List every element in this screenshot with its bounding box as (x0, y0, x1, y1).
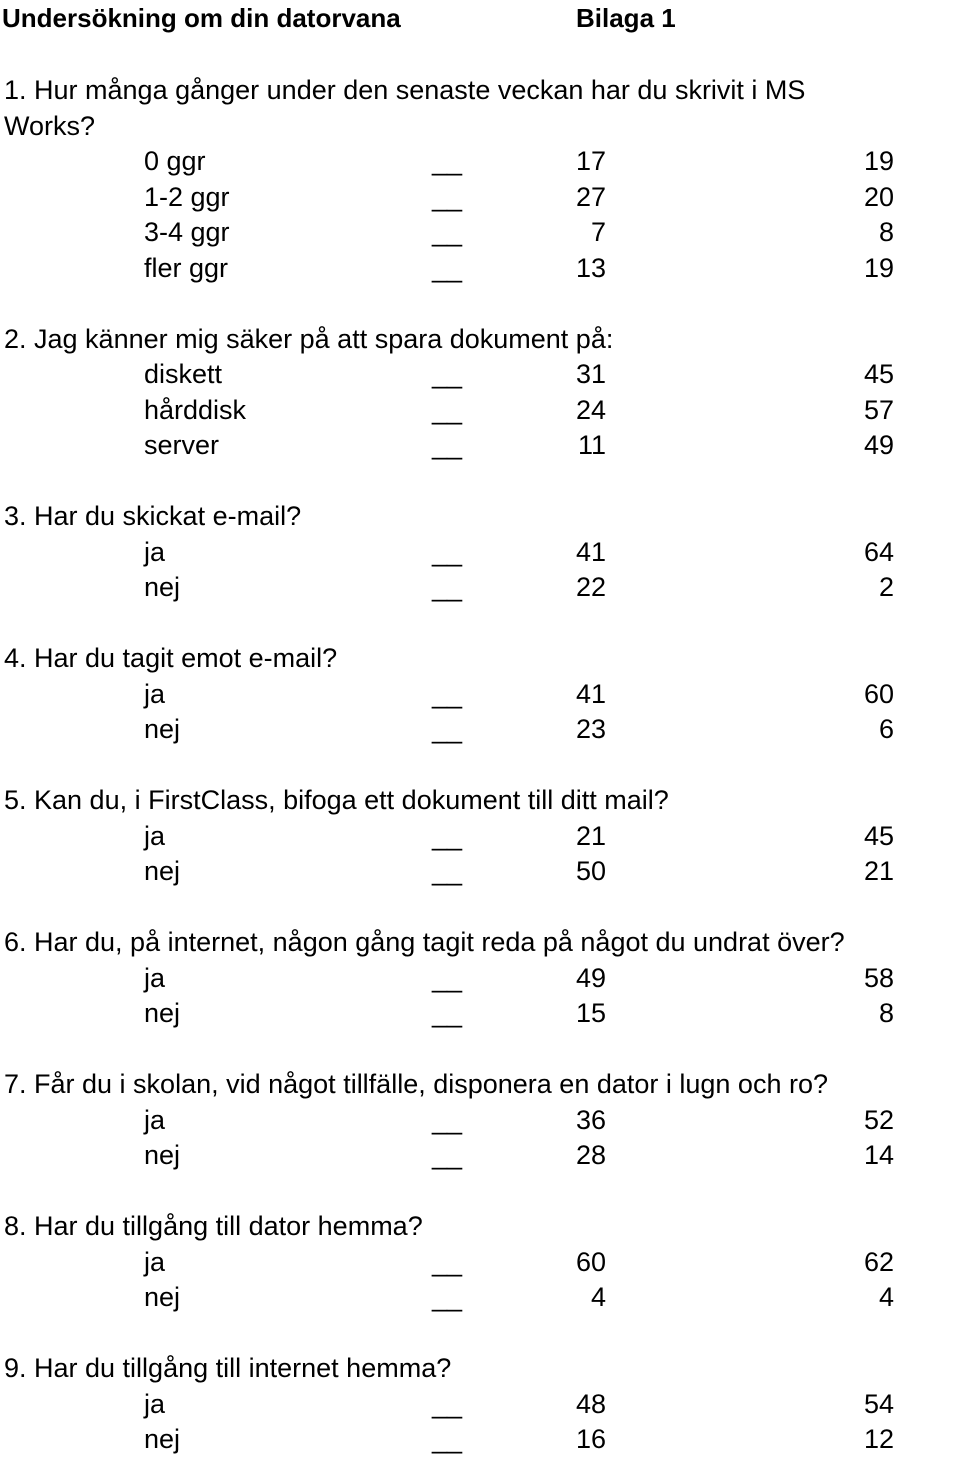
answer-option-label: nej (144, 714, 181, 744)
count-column-2: 12 (863, 1424, 894, 1454)
answer-row (0, 1137, 960, 1173)
count-column-1: 41 (575, 536, 606, 567)
answer-option-label: nej (144, 1282, 181, 1312)
answer-blank: __ (432, 998, 463, 1028)
answer-row (0, 1421, 960, 1457)
question-9-text: 9. Har du tillgång till internet hemma? (4, 1353, 452, 1383)
count-column-2: 57 (863, 394, 894, 425)
count-column-1: 27 (575, 181, 606, 212)
answer-option-label: nej (144, 1140, 181, 1170)
answer-blank: __ (432, 1246, 463, 1277)
count-column-2: 58 (863, 962, 894, 993)
count-column-2: 52 (863, 1104, 894, 1135)
count-column-2: 4 (878, 1282, 894, 1312)
question-7-text: 7. Får du i skolan, vid något tillfälle, disponera en dator i lugn och ro? (4, 1069, 828, 1099)
count-column-1: 7 (590, 217, 606, 247)
question-5-text: 5. Kan du, i FirstClass, bifoga ett dokument till ditt mail? (4, 785, 669, 815)
question-6-text: 6. Har du, på internet, någon gång tagit reda på något du undrat över? (4, 927, 845, 957)
count-column-2: 45 (863, 359, 894, 389)
count-column-2: 62 (863, 1246, 894, 1277)
answer-blank: __ (432, 1282, 463, 1312)
count-column-1: 13 (575, 252, 606, 283)
answer-option-label: nej (144, 856, 181, 886)
answer-option-label: 0 ggr (144, 146, 206, 176)
count-column-2: 64 (863, 536, 894, 567)
count-column-2: 6 (878, 714, 894, 744)
answer-option-label: ja (144, 1104, 166, 1135)
answer-row (0, 676, 960, 712)
count-column-1: 60 (575, 1246, 606, 1277)
count-column-1: 16 (575, 1424, 606, 1454)
count-column-2: 21 (863, 856, 894, 886)
count-column-2: 19 (863, 252, 894, 283)
answer-blank: __ (432, 536, 463, 567)
answer-option-label: ja (144, 536, 166, 567)
answer-row (0, 214, 960, 250)
answer-blank: __ (432, 394, 463, 425)
count-column-1: 4 (590, 1282, 606, 1312)
answer-blank: __ (432, 678, 463, 709)
count-column-2: 60 (863, 678, 894, 709)
answer-option-label: ja (144, 820, 166, 851)
count-column-2: 19 (863, 146, 894, 176)
count-column-1: 49 (575, 962, 606, 993)
question-8-text: 8. Har du tillgång till dator hemma? (4, 1211, 423, 1241)
answer-blank: __ (432, 430, 463, 460)
count-column-1: 28 (575, 1140, 606, 1170)
answer-blank: __ (432, 856, 463, 886)
answer-blank: __ (432, 217, 463, 247)
answer-row (0, 143, 960, 179)
answer-option-label: ja (144, 1388, 166, 1419)
answer-blank: __ (432, 820, 463, 851)
count-column-1: 15 (575, 998, 606, 1028)
count-column-2: 49 (863, 430, 894, 460)
answer-blank: __ (432, 359, 463, 389)
answer-row (0, 1244, 960, 1280)
answer-row (0, 818, 960, 854)
answer-row (0, 995, 960, 1031)
answer-blank: __ (432, 962, 463, 993)
answer-blank: __ (432, 1140, 463, 1170)
question-1-text: 1. Hur många gånger under den senaste veckan har du skrivit i MS (4, 75, 806, 105)
count-column-2: 8 (878, 998, 894, 1028)
document-header (0, 0, 960, 36)
document-title: Undersökning om din datorvana (2, 3, 401, 33)
answer-blank: __ (432, 1104, 463, 1135)
answer-option-label: ja (144, 962, 166, 993)
count-column-1: 11 (577, 430, 606, 460)
answer-blank: __ (432, 146, 463, 176)
answer-blank: __ (432, 1388, 463, 1419)
answer-option-label: nej (144, 572, 181, 602)
count-column-1: 50 (575, 856, 606, 886)
answer-option-label: hårddisk (144, 394, 247, 425)
count-column-1: 48 (575, 1388, 606, 1419)
answer-row (0, 250, 960, 286)
answer-row (0, 427, 960, 463)
answer-row (0, 1102, 960, 1138)
answer-blank: __ (432, 714, 463, 744)
answer-row (0, 960, 960, 996)
count-column-1: 36 (575, 1104, 606, 1135)
answer-option-label: diskett (144, 359, 223, 389)
question-3-text: 3. Har du skickat e-mail? (4, 501, 302, 531)
answer-option-label: ja (144, 1246, 166, 1277)
count-column-1: 31 (575, 359, 606, 389)
attachment-label: Bilaga 1 (576, 3, 676, 33)
answer-option-label: fler ggr (144, 252, 229, 283)
answer-option-label: 3-4 ggr (144, 217, 230, 247)
count-column-2: 45 (863, 820, 894, 851)
count-column-2: 8 (878, 217, 894, 247)
answer-blank: __ (432, 1424, 463, 1454)
count-column-1: 41 (575, 678, 606, 709)
count-column-1: 22 (575, 572, 606, 602)
count-column-1: 23 (575, 714, 606, 744)
answer-row (0, 853, 960, 889)
answer-option-label: ja (144, 678, 166, 709)
count-column-1: 21 (575, 820, 606, 851)
count-column-2: 2 (878, 572, 894, 602)
count-column-2: 14 (863, 1140, 894, 1170)
answer-blank: __ (432, 572, 463, 602)
answer-row (0, 1279, 960, 1315)
answer-blank: __ (432, 252, 463, 283)
answer-option-label: nej (144, 1424, 181, 1454)
answer-option-label: nej (144, 998, 181, 1028)
answer-row (0, 1386, 960, 1422)
answer-blank: __ (432, 181, 463, 212)
answer-row (0, 179, 960, 215)
count-column-2: 20 (863, 181, 894, 212)
count-column-1: 24 (575, 394, 606, 425)
question-1-text: Works? (4, 110, 96, 141)
count-column-1: 17 (575, 146, 606, 176)
answer-row (0, 356, 960, 392)
answer-row (0, 569, 960, 605)
answer-row (0, 392, 960, 428)
answer-row (0, 534, 960, 570)
question-2-text: 2. Jag känner mig säker på att spara dokument på: (4, 323, 614, 354)
answer-option-label: 1-2 ggr (144, 181, 230, 212)
answer-option-label: server (144, 430, 220, 460)
count-column-2: 54 (863, 1388, 894, 1419)
answer-row (0, 711, 960, 747)
question-4-text: 4. Har du tagit emot e-mail? (4, 643, 338, 673)
